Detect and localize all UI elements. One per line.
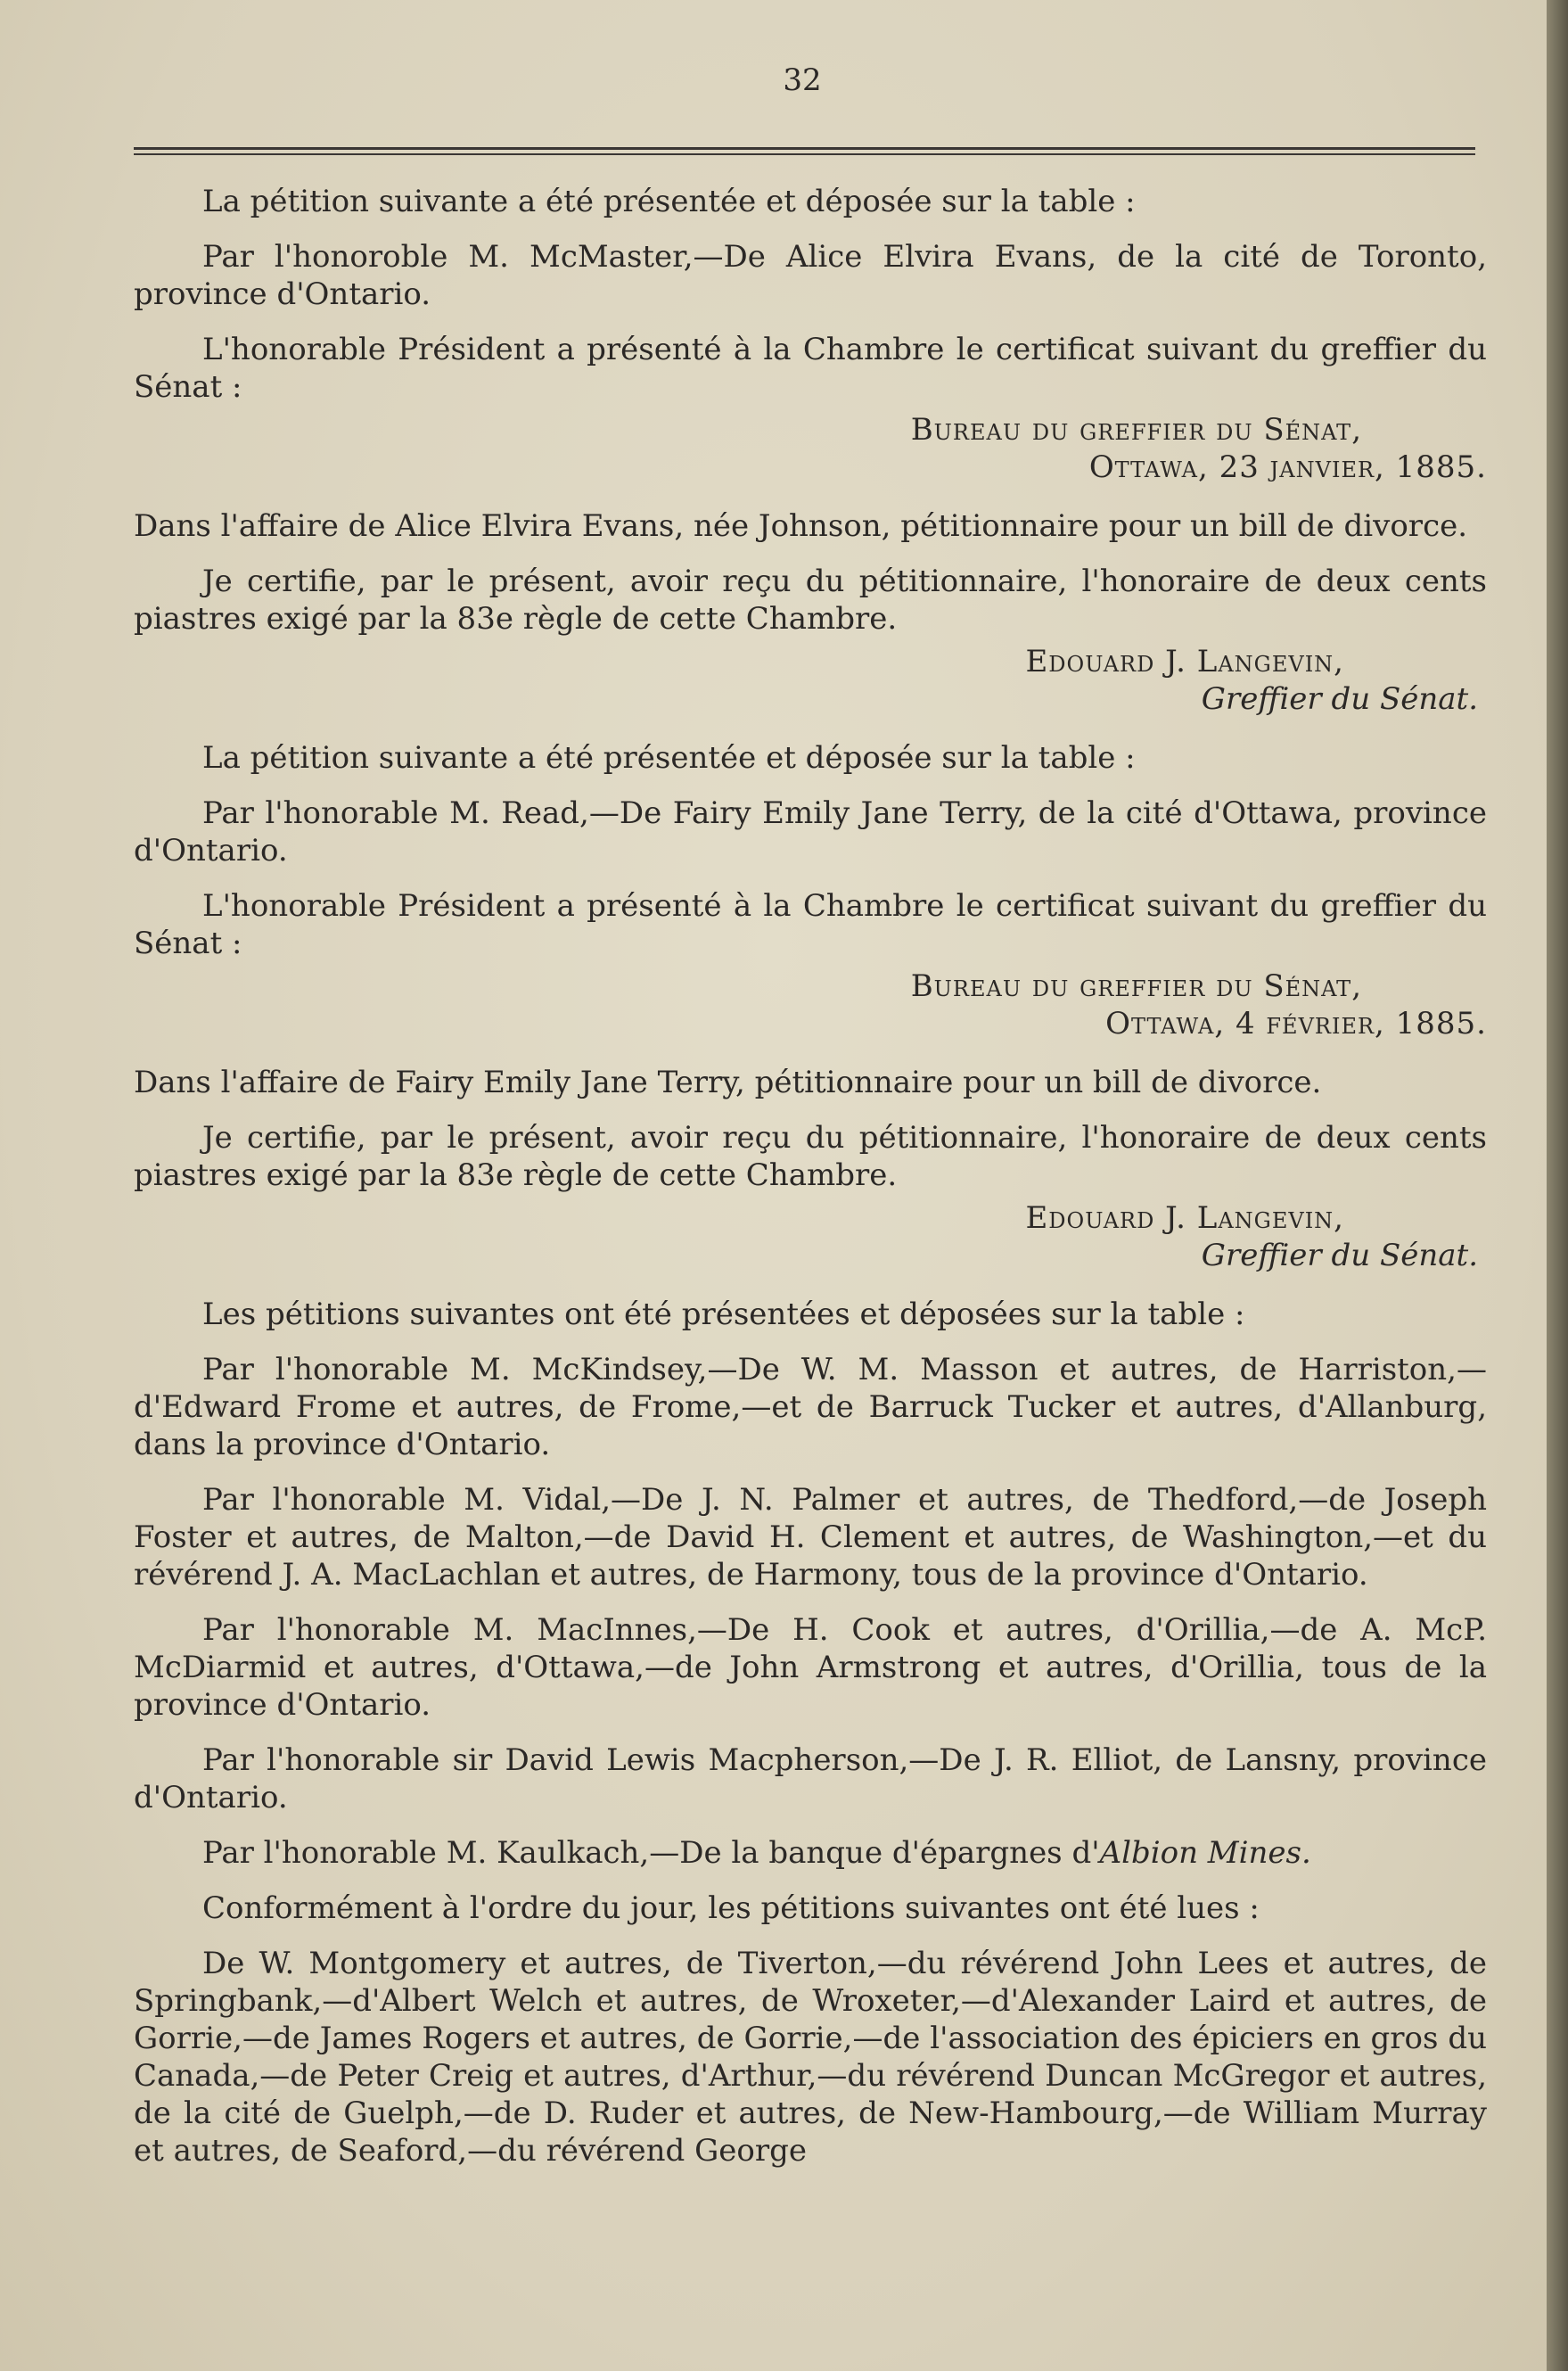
kaulkach-italic: Albion Mines. bbox=[1099, 1835, 1311, 1871]
signer-name: Edouard J. Langevin, bbox=[1025, 1200, 1344, 1236]
kaulkach-text: Par l'honorable M. Kaulkach,—De la banque d'épargnes d' bbox=[202, 1835, 1100, 1871]
certificate-header bbox=[134, 411, 1487, 486]
page-edge bbox=[1547, 0, 1568, 2371]
certificate-office: Bureau du greffier du Sénat, bbox=[910, 412, 1362, 448]
paragraph: Par l'honorable M. MacInnes,—De H. Cook et autres, d'Orillia,—de A. McP. McDiarmid et autres, d'Ottawa,—de John Armstrong et autres, d'Orillia, tous de la province d'Ontario. bbox=[134, 1612, 1487, 1723]
paragraph: De W. Montgomery et autres, de Tiverton,—du révérend John Lees et autres, de Springbank,—d'Albert Welch et autres, de Wroxeter,—d'Alexander Laird et autres, de Gorrie,—de James Rogers et autres, de Gorrie,—de l'association des épiciers en gros du Canada,—de Peter Creig et autres, d'Arthur,—du révérend Duncan McGregor et autres, de la cité de Guelph,—de D. Ruder et autres, de New-Hambourg,—de William Murray et autres, de Seaford,—du révérend George bbox=[134, 1946, 1487, 2169]
certificate-signature bbox=[134, 643, 1487, 718]
signer-title: Greffier du Sénat. bbox=[1201, 681, 1478, 717]
certificate-header bbox=[134, 967, 1487, 1042]
certificate-signature bbox=[134, 1199, 1487, 1274]
paragraph: Je certifie, par le présent, avoir reçu du pétitionnaire, l'honoraire de deux cents piastres exigé par la 83e règle de cette Chambre. bbox=[134, 1120, 1487, 1193]
paragraph: La pétition suivante a été présentée et déposée sur la table : bbox=[202, 184, 1136, 219]
paragraph: Par l'honoroble M. McMaster,—De Alice Elvira Evans, de la cité de Toronto, province d'Ontario. bbox=[134, 239, 1487, 312]
paragraph: L'honorable Président a présenté à la Chambre le certificat suivant du greffier du Sénat : bbox=[134, 332, 1487, 405]
header-rule bbox=[134, 147, 1475, 150]
header-rule-thin bbox=[134, 153, 1475, 155]
paragraph: Dans l'affaire de Alice Elvira Evans, née Johnson, pétitionnaire pour un bill de divorce. bbox=[134, 508, 1468, 544]
paragraph: Par l'honorable M. McKindsey,—De W. M. Masson et autres, de Harriston,—d'Edward Frome et autres, de Frome,—et de Barruck Tucker et autres, d'Allanburg, dans la province d'Ontario. bbox=[134, 1352, 1487, 1462]
paragraph-kaulkach bbox=[134, 1834, 1487, 1872]
paragraph: La pétition suivante a été présentée et déposée sur la table : bbox=[202, 740, 1136, 776]
certificate-place-date: Ottawa, 4 février, 1885. bbox=[1105, 1006, 1487, 1041]
paragraph: Par l'honorable M. Read,—De Fairy Emily Jane Terry, de la cité d'Ottawa, province d'Ontario. bbox=[134, 795, 1487, 869]
certificate-place-date: Ottawa, 23 janvier, 1885. bbox=[1088, 449, 1487, 485]
paragraph: Par l'honorable M. Vidal,—De J. N. Palmer et autres, de Thedford,—de Joseph Foster et autres, de Malton,—de David H. Clement et autres, de Washington,—et du révérend J. A. MacLachlan et autres, de Harmony, tous de la province d'Ontario. bbox=[134, 1482, 1487, 1593]
paragraph: L'honorable Président a présenté à la Chambre le certificat suivant du greffier du Sénat : bbox=[134, 888, 1487, 961]
paragraph: Dans l'affaire de Fairy Emily Jane Terry, pétitionnaire pour un bill de divorce. bbox=[134, 1065, 1322, 1100]
paragraph: Par l'honorable sir David Lewis Macpherson,—De J. R. Elliot, de Lansny, province d'Ontario. bbox=[134, 1742, 1487, 1815]
page-body bbox=[134, 183, 1487, 2187]
paragraph: Conformément à l'ordre du jour, les pétitions suivantes ont été lues : bbox=[202, 1890, 1260, 1926]
page-number: 32 bbox=[783, 62, 822, 98]
signer-title: Greffier du Sénat. bbox=[1201, 1238, 1478, 1273]
signer-name: Edouard J. Langevin, bbox=[1025, 644, 1344, 679]
paragraph: Je certifie, par le présent, avoir reçu du pétitionnaire, l'honoraire de deux cents piastres exigé par la 83e règle de cette Chambre. bbox=[134, 564, 1487, 637]
certificate-office: Bureau du greffier du Sénat, bbox=[910, 968, 1362, 1004]
paragraph: Les pétitions suivantes ont été présentées et déposées sur la table : bbox=[202, 1297, 1245, 1332]
